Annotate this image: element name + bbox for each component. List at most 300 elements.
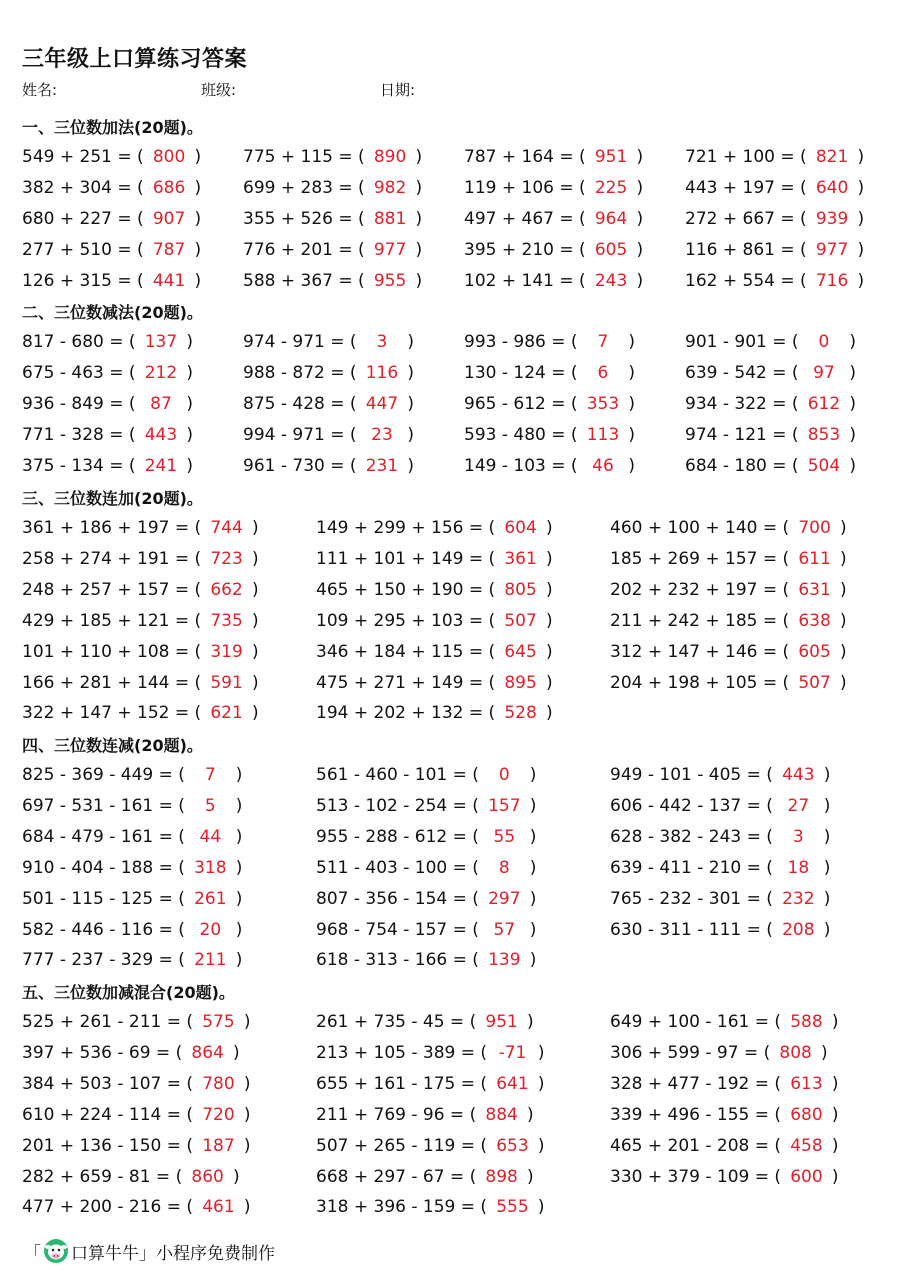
answer-open-paren: (: [769, 1135, 787, 1156]
problem-expression: 116 + 861 =: [685, 239, 795, 260]
problem-expression: 126 + 315 =: [22, 270, 132, 291]
answer-close-paren: ): [180, 424, 193, 445]
problem-expression: 697 - 531 - 161 =: [22, 795, 173, 816]
answer-value: 881: [373, 208, 407, 229]
answer-close-paren: ): [230, 950, 243, 971]
problem-expression: 777 - 237 - 329 =: [22, 950, 173, 971]
answer-open-paren: (: [466, 888, 485, 909]
answer-open-paren: (: [172, 950, 191, 971]
problem: [464, 178, 643, 198]
problem-expression: 668 + 297 - 67 =: [316, 1166, 465, 1187]
answer-open-paren: (: [794, 270, 813, 291]
answer-open-paren: (: [573, 270, 592, 291]
problem: [464, 240, 643, 260]
answer-value: 20: [199, 919, 222, 940]
problem: [22, 549, 259, 569]
problem: [22, 1012, 251, 1032]
problem: [464, 147, 643, 167]
answer-open-paren: (: [123, 424, 141, 445]
answer-open-paren: (: [483, 579, 501, 600]
answer-open-paren: (: [172, 888, 191, 909]
problem-expression: 119 + 106 =: [464, 177, 574, 198]
answer-open-paren: (: [760, 765, 779, 785]
answer-open-paren: (: [769, 1104, 787, 1125]
answer-close-paren: ): [631, 208, 644, 229]
answer-close-paren: ): [622, 455, 635, 476]
answer-open-paren: (: [123, 362, 141, 383]
problem: [22, 703, 259, 723]
answer-close-paren: ): [410, 208, 423, 229]
answer-open-paren: (: [464, 1104, 482, 1125]
problem: [685, 147, 864, 167]
answer-open-paren: (: [352, 270, 371, 291]
answer-open-paren: (: [565, 332, 583, 352]
problem-expression: 993 - 986 =: [464, 332, 566, 352]
answer-value: 57: [493, 919, 516, 940]
problem: [22, 178, 201, 198]
answer-value: 955: [373, 270, 407, 291]
answer-open-paren: (: [466, 950, 485, 971]
answer-value: 588: [790, 1012, 823, 1032]
problem-expression: 213 + 105 - 389 =: [316, 1042, 475, 1063]
problem-expression: 429 + 185 + 121 =: [22, 610, 190, 631]
problem: [22, 456, 193, 476]
answer-open-paren: (: [565, 393, 583, 414]
answer-close-paren: ): [521, 1166, 534, 1187]
page-title: 三年级上口算练习答案: [22, 47, 248, 72]
problem-expression: 375 - 134 =: [22, 455, 124, 476]
answer-open-paren: (: [760, 919, 779, 940]
answer-value: 137: [144, 332, 178, 352]
answer-value: 261: [194, 888, 227, 909]
problem-expression: 361 + 186 + 197 =: [22, 518, 190, 538]
answer-open-paren: (: [777, 672, 795, 693]
answer-close-paren: ): [540, 641, 553, 662]
problem-expression: 443 + 197 =: [685, 177, 795, 198]
answer-open-paren: (: [573, 147, 592, 167]
answer-value: 686: [152, 177, 186, 198]
answer-close-paren: ): [230, 765, 243, 785]
problem: [610, 796, 830, 816]
answer-close-paren: ): [238, 1104, 251, 1125]
problem-expression: 807 - 356 - 154 =: [316, 888, 467, 909]
answer-value: 0: [818, 332, 830, 352]
answer-value: 604: [504, 518, 537, 538]
problem: [464, 332, 635, 352]
answer-value: 243: [594, 270, 628, 291]
problem-expression: 968 - 754 - 157 =: [316, 919, 467, 940]
problem: [610, 1167, 839, 1187]
answer-close-paren: ): [818, 888, 831, 909]
problem: [610, 920, 830, 940]
answer-close-paren: ): [843, 424, 856, 445]
problem-expression: 258 + 274 + 191 =: [22, 548, 190, 569]
answer-close-paren: ): [622, 393, 635, 414]
problem: [316, 703, 553, 723]
answer-close-paren: ): [238, 1135, 251, 1156]
answer-close-paren: ): [834, 672, 847, 693]
answer-close-paren: ): [540, 610, 553, 631]
answer-close-paren: ): [401, 424, 414, 445]
answer-open-paren: (: [131, 177, 150, 198]
answer-value: 605: [798, 641, 831, 662]
answer-open-paren: (: [172, 919, 191, 940]
problem: [243, 271, 422, 291]
section-heading: 三、三位数连加(20题)。: [22, 489, 203, 508]
answer-open-paren: (: [131, 147, 150, 167]
problem-expression: 974 - 121 =: [685, 424, 787, 445]
answer-close-paren: ): [238, 1197, 251, 1218]
problem: [22, 1197, 251, 1217]
problem-expression: 910 - 404 - 188 =: [22, 857, 173, 878]
answer-open-paren: (: [466, 795, 485, 816]
answer-value: 641: [496, 1073, 529, 1094]
answer-open-paren: (: [181, 1012, 199, 1032]
answer-close-paren: ): [834, 548, 847, 569]
answer-close-paren: ): [524, 795, 537, 816]
problem-expression: 102 + 141 =: [464, 270, 574, 291]
answer-open-paren: (: [123, 393, 141, 414]
answer-value: 231: [365, 455, 399, 476]
problem-expression: 588 + 367 =: [243, 270, 353, 291]
problem-expression: 549 + 251 =: [22, 147, 132, 167]
answer-open-paren: (: [352, 239, 371, 260]
problem-expression: 511 - 403 - 100 =: [316, 857, 467, 878]
answer-close-paren: ): [631, 239, 644, 260]
answer-close-paren: ): [631, 270, 644, 291]
answer-value: 735: [210, 610, 243, 631]
problem: [243, 425, 414, 445]
problem: [610, 889, 830, 909]
answer-value: 720: [202, 1104, 235, 1125]
problem-expression: 312 + 147 + 146 =: [610, 641, 778, 662]
problem: [464, 456, 635, 476]
problem: [243, 456, 414, 476]
problem-expression: 787 + 164 =: [464, 147, 574, 167]
answer-close-paren: ): [410, 177, 423, 198]
answer-open-paren: (: [777, 579, 795, 600]
answer-value: 977: [373, 239, 407, 260]
answer-open-paren: (: [565, 455, 583, 476]
problem: [22, 240, 201, 260]
answer-value: 864: [191, 1042, 224, 1063]
answer-close-paren: ): [246, 518, 259, 538]
answer-value: 575: [202, 1012, 235, 1032]
answer-open-paren: (: [794, 208, 813, 229]
answer-close-paren: ): [818, 826, 831, 847]
answer-value: 890: [373, 147, 407, 167]
problem: [22, 889, 242, 909]
problem: [22, 920, 242, 940]
answer-open-paren: (: [464, 1166, 482, 1187]
answer-open-paren: (: [344, 393, 362, 414]
problem-expression: 684 - 180 =: [685, 455, 787, 476]
problem-expression: 949 - 101 - 405 =: [610, 765, 761, 785]
answer-value: 600: [790, 1166, 823, 1187]
answer-open-paren: (: [475, 1135, 493, 1156]
problem-expression: 525 + 261 - 211 =: [22, 1012, 181, 1032]
answer-value: 645: [504, 641, 537, 662]
answer-value: 555: [496, 1197, 529, 1218]
problem-expression: 825 - 369 - 449 =: [22, 765, 173, 785]
problem: [610, 827, 830, 847]
answer-value: 808: [779, 1042, 812, 1063]
answer-close-paren: ): [524, 888, 537, 909]
answer-close-paren: ): [826, 1104, 839, 1125]
answer-open-paren: (: [181, 1135, 199, 1156]
answer-value: 139: [488, 950, 521, 971]
date-label: 日期:: [380, 81, 416, 99]
answer-value: 116: [365, 362, 399, 383]
problem: [316, 1197, 545, 1217]
answer-value: 907: [152, 208, 186, 229]
problem-expression: 965 - 612 =: [464, 393, 566, 414]
answer-close-paren: ): [834, 641, 847, 662]
section-heading: 一、三位数加法(20题)。: [22, 118, 203, 137]
answer-open-paren: (: [483, 610, 501, 631]
problem-expression: 166 + 281 + 144 =: [22, 672, 190, 693]
problem: [22, 827, 242, 847]
answer-value: 3: [792, 826, 804, 847]
answer-open-paren: (: [344, 332, 362, 352]
problem-expression: 194 + 202 + 132 =: [316, 703, 484, 724]
answer-close-paren: ): [540, 672, 553, 693]
section-heading: 四、三位数连减(20题)。: [22, 736, 203, 755]
problem: [316, 1167, 534, 1187]
problem-expression: 272 + 667 =: [685, 208, 795, 229]
problem: [610, 1043, 828, 1063]
answer-close-paren: ): [189, 208, 202, 229]
problem: [610, 549, 847, 569]
answer-value: 27: [787, 795, 810, 816]
answer-value: 640: [815, 177, 849, 198]
problem-expression: 204 + 198 + 105 =: [610, 672, 778, 693]
answer-open-paren: (: [172, 765, 191, 785]
answer-close-paren: ): [852, 208, 865, 229]
answer-close-paren: ): [818, 765, 831, 785]
answer-value: 447: [365, 393, 399, 414]
answer-open-paren: (: [352, 177, 371, 198]
problem-expression: 765 - 232 - 301 =: [610, 888, 761, 909]
answer-open-paren: (: [464, 1012, 482, 1032]
answer-close-paren: ): [401, 362, 414, 383]
problem-expression: 261 + 735 - 45 =: [316, 1012, 465, 1032]
problem-expression: 901 - 901 =: [685, 332, 787, 352]
problem-expression: 202 + 232 + 197 =: [610, 579, 778, 600]
problem: [316, 796, 536, 816]
problem: [22, 332, 193, 352]
answer-value: 443: [782, 765, 815, 785]
problem-expression: 248 + 257 + 157 =: [22, 579, 190, 600]
problem-expression: 395 + 210 =: [464, 239, 574, 260]
problem: [22, 518, 259, 538]
answer-open-paren: (: [794, 239, 813, 260]
answer-value: 982: [373, 177, 407, 198]
answer-value: 6: [597, 362, 609, 383]
problem-expression: 460 + 100 + 140 =: [610, 518, 778, 538]
problem-expression: 775 + 115 =: [243, 147, 353, 167]
answer-close-paren: ): [521, 1012, 534, 1032]
problem-expression: 771 - 328 =: [22, 424, 124, 445]
answer-close-paren: ): [410, 239, 423, 260]
answer-value: 853: [807, 424, 841, 445]
answer-open-paren: (: [573, 177, 592, 198]
answer-value: 225: [594, 177, 628, 198]
answer-value: 208: [782, 919, 815, 940]
answer-value: 443: [144, 424, 178, 445]
answer-open-paren: (: [189, 579, 207, 600]
problem-expression: 384 + 503 - 107 =: [22, 1073, 181, 1094]
answer-value: 805: [504, 579, 537, 600]
answer-value: 631: [798, 579, 831, 600]
answer-close-paren: ): [189, 270, 202, 291]
answer-value: 353: [586, 393, 620, 414]
problem-expression: 639 - 542 =: [685, 362, 787, 383]
answer-value: 951: [485, 1012, 518, 1032]
answer-open-paren: (: [466, 826, 485, 847]
answer-close-paren: ): [246, 610, 259, 631]
answer-close-paren: ): [815, 1042, 828, 1063]
problem: [243, 240, 422, 260]
problem: [316, 1043, 545, 1063]
answer-value: 458: [790, 1135, 823, 1156]
problem-expression: 561 - 460 - 101 =: [316, 765, 467, 785]
answer-close-paren: ): [180, 332, 193, 352]
answer-open-paren: (: [769, 1073, 787, 1094]
answer-value: 951: [594, 147, 628, 167]
answer-close-paren: ): [818, 919, 831, 940]
answer-close-paren: ): [622, 332, 635, 352]
problem-expression: 465 + 201 - 208 =: [610, 1135, 769, 1156]
problem: [243, 147, 422, 167]
answer-close-paren: ): [180, 393, 193, 414]
answer-open-paren: (: [794, 147, 813, 167]
answer-close-paren: ): [826, 1073, 839, 1094]
answer-value: 3: [376, 332, 388, 352]
answer-close-paren: ): [230, 826, 243, 847]
problem: [316, 950, 536, 970]
answer-close-paren: ): [410, 147, 423, 167]
answer-open-paren: (: [466, 919, 485, 940]
problem: [610, 1074, 839, 1094]
cow-logo-icon: [43, 1238, 69, 1264]
answer-open-paren: (: [483, 548, 501, 569]
problem-expression: 201 + 136 - 150 =: [22, 1135, 181, 1156]
problem: [22, 1167, 240, 1187]
answer-close-paren: ): [834, 579, 847, 600]
answer-close-paren: ): [540, 518, 553, 538]
footer-close-bracket: 」: [139, 1243, 156, 1264]
problem: [464, 425, 635, 445]
problem: [316, 1105, 534, 1125]
problem: [316, 518, 553, 538]
problem: [243, 332, 414, 352]
problem-expression: 382 + 304 =: [22, 177, 132, 198]
answer-close-paren: ): [230, 919, 243, 940]
problem: [610, 673, 847, 693]
answer-open-paren: (: [170, 1042, 188, 1063]
problem: [685, 178, 864, 198]
problem: [243, 363, 414, 383]
answer-close-paren: ): [834, 610, 847, 631]
problem: [464, 209, 643, 229]
answer-open-paren: (: [172, 795, 191, 816]
problem-expression: 628 - 382 - 243 =: [610, 826, 761, 847]
problem: [685, 425, 856, 445]
answer-open-paren: (: [181, 1197, 199, 1218]
answer-open-paren: (: [344, 362, 362, 383]
answer-value: 319: [210, 641, 243, 662]
answer-open-paren: (: [181, 1104, 199, 1125]
answer-value: 0: [498, 765, 510, 785]
answer-close-paren: ): [826, 1135, 839, 1156]
answer-close-paren: ): [532, 1073, 545, 1094]
problem-expression: 974 - 971 =: [243, 332, 345, 352]
problem: [22, 642, 259, 662]
problem: [316, 1136, 545, 1156]
answer-close-paren: ): [852, 177, 865, 198]
answer-value: 7: [597, 332, 609, 352]
answer-value: 680: [790, 1104, 823, 1125]
answer-value: 297: [488, 888, 521, 909]
problem: [316, 673, 553, 693]
answer-close-paren: ): [524, 765, 537, 785]
answer-value: 461: [202, 1197, 235, 1218]
answer-close-paren: ): [818, 857, 831, 878]
problem: [22, 1136, 251, 1156]
problem-expression: 507 + 265 - 119 =: [316, 1135, 475, 1156]
answer-close-paren: ): [180, 362, 193, 383]
answer-close-paren: ): [631, 177, 644, 198]
answer-close-paren: ): [852, 147, 865, 167]
answer-value: 653: [496, 1135, 529, 1156]
answer-close-paren: ): [843, 455, 856, 476]
section-heading: 五、三位数加减混合(20题)。: [22, 983, 235, 1002]
answer-close-paren: ): [189, 177, 202, 198]
answer-close-paren: ): [818, 795, 831, 816]
answer-close-paren: ): [401, 393, 414, 414]
answer-close-paren: ): [401, 455, 414, 476]
problem: [316, 1074, 545, 1094]
answer-close-paren: ): [834, 518, 847, 538]
answer-value: 187: [202, 1135, 235, 1156]
problem-expression: 630 - 311 - 111 =: [610, 919, 761, 940]
problem-expression: 988 - 872 =: [243, 362, 345, 383]
problem-expression: 680 + 227 =: [22, 208, 132, 229]
problem: [610, 580, 847, 600]
problem-expression: 328 + 477 - 192 =: [610, 1073, 769, 1094]
problem: [316, 611, 553, 631]
answer-value: 7: [204, 765, 216, 785]
answer-value: 241: [144, 455, 178, 476]
problem-expression: 306 + 599 - 97 =: [610, 1042, 759, 1063]
problem-expression: 593 - 480 =: [464, 424, 566, 445]
problem: [685, 209, 864, 229]
problem-expression: 109 + 295 + 103 =: [316, 610, 484, 631]
answer-close-paren: ): [524, 919, 537, 940]
answer-value: 23: [371, 424, 393, 445]
problem: [22, 580, 259, 600]
problem-expression: 162 + 554 =: [685, 270, 795, 291]
problem: [685, 271, 864, 291]
problem: [464, 363, 635, 383]
answer-value: 528: [504, 703, 537, 724]
answer-close-paren: ): [540, 579, 553, 600]
problem: [22, 796, 242, 816]
answer-value: 744: [210, 518, 243, 538]
answer-open-paren: (: [565, 424, 583, 445]
problem-expression: 339 + 496 - 155 =: [610, 1104, 769, 1125]
